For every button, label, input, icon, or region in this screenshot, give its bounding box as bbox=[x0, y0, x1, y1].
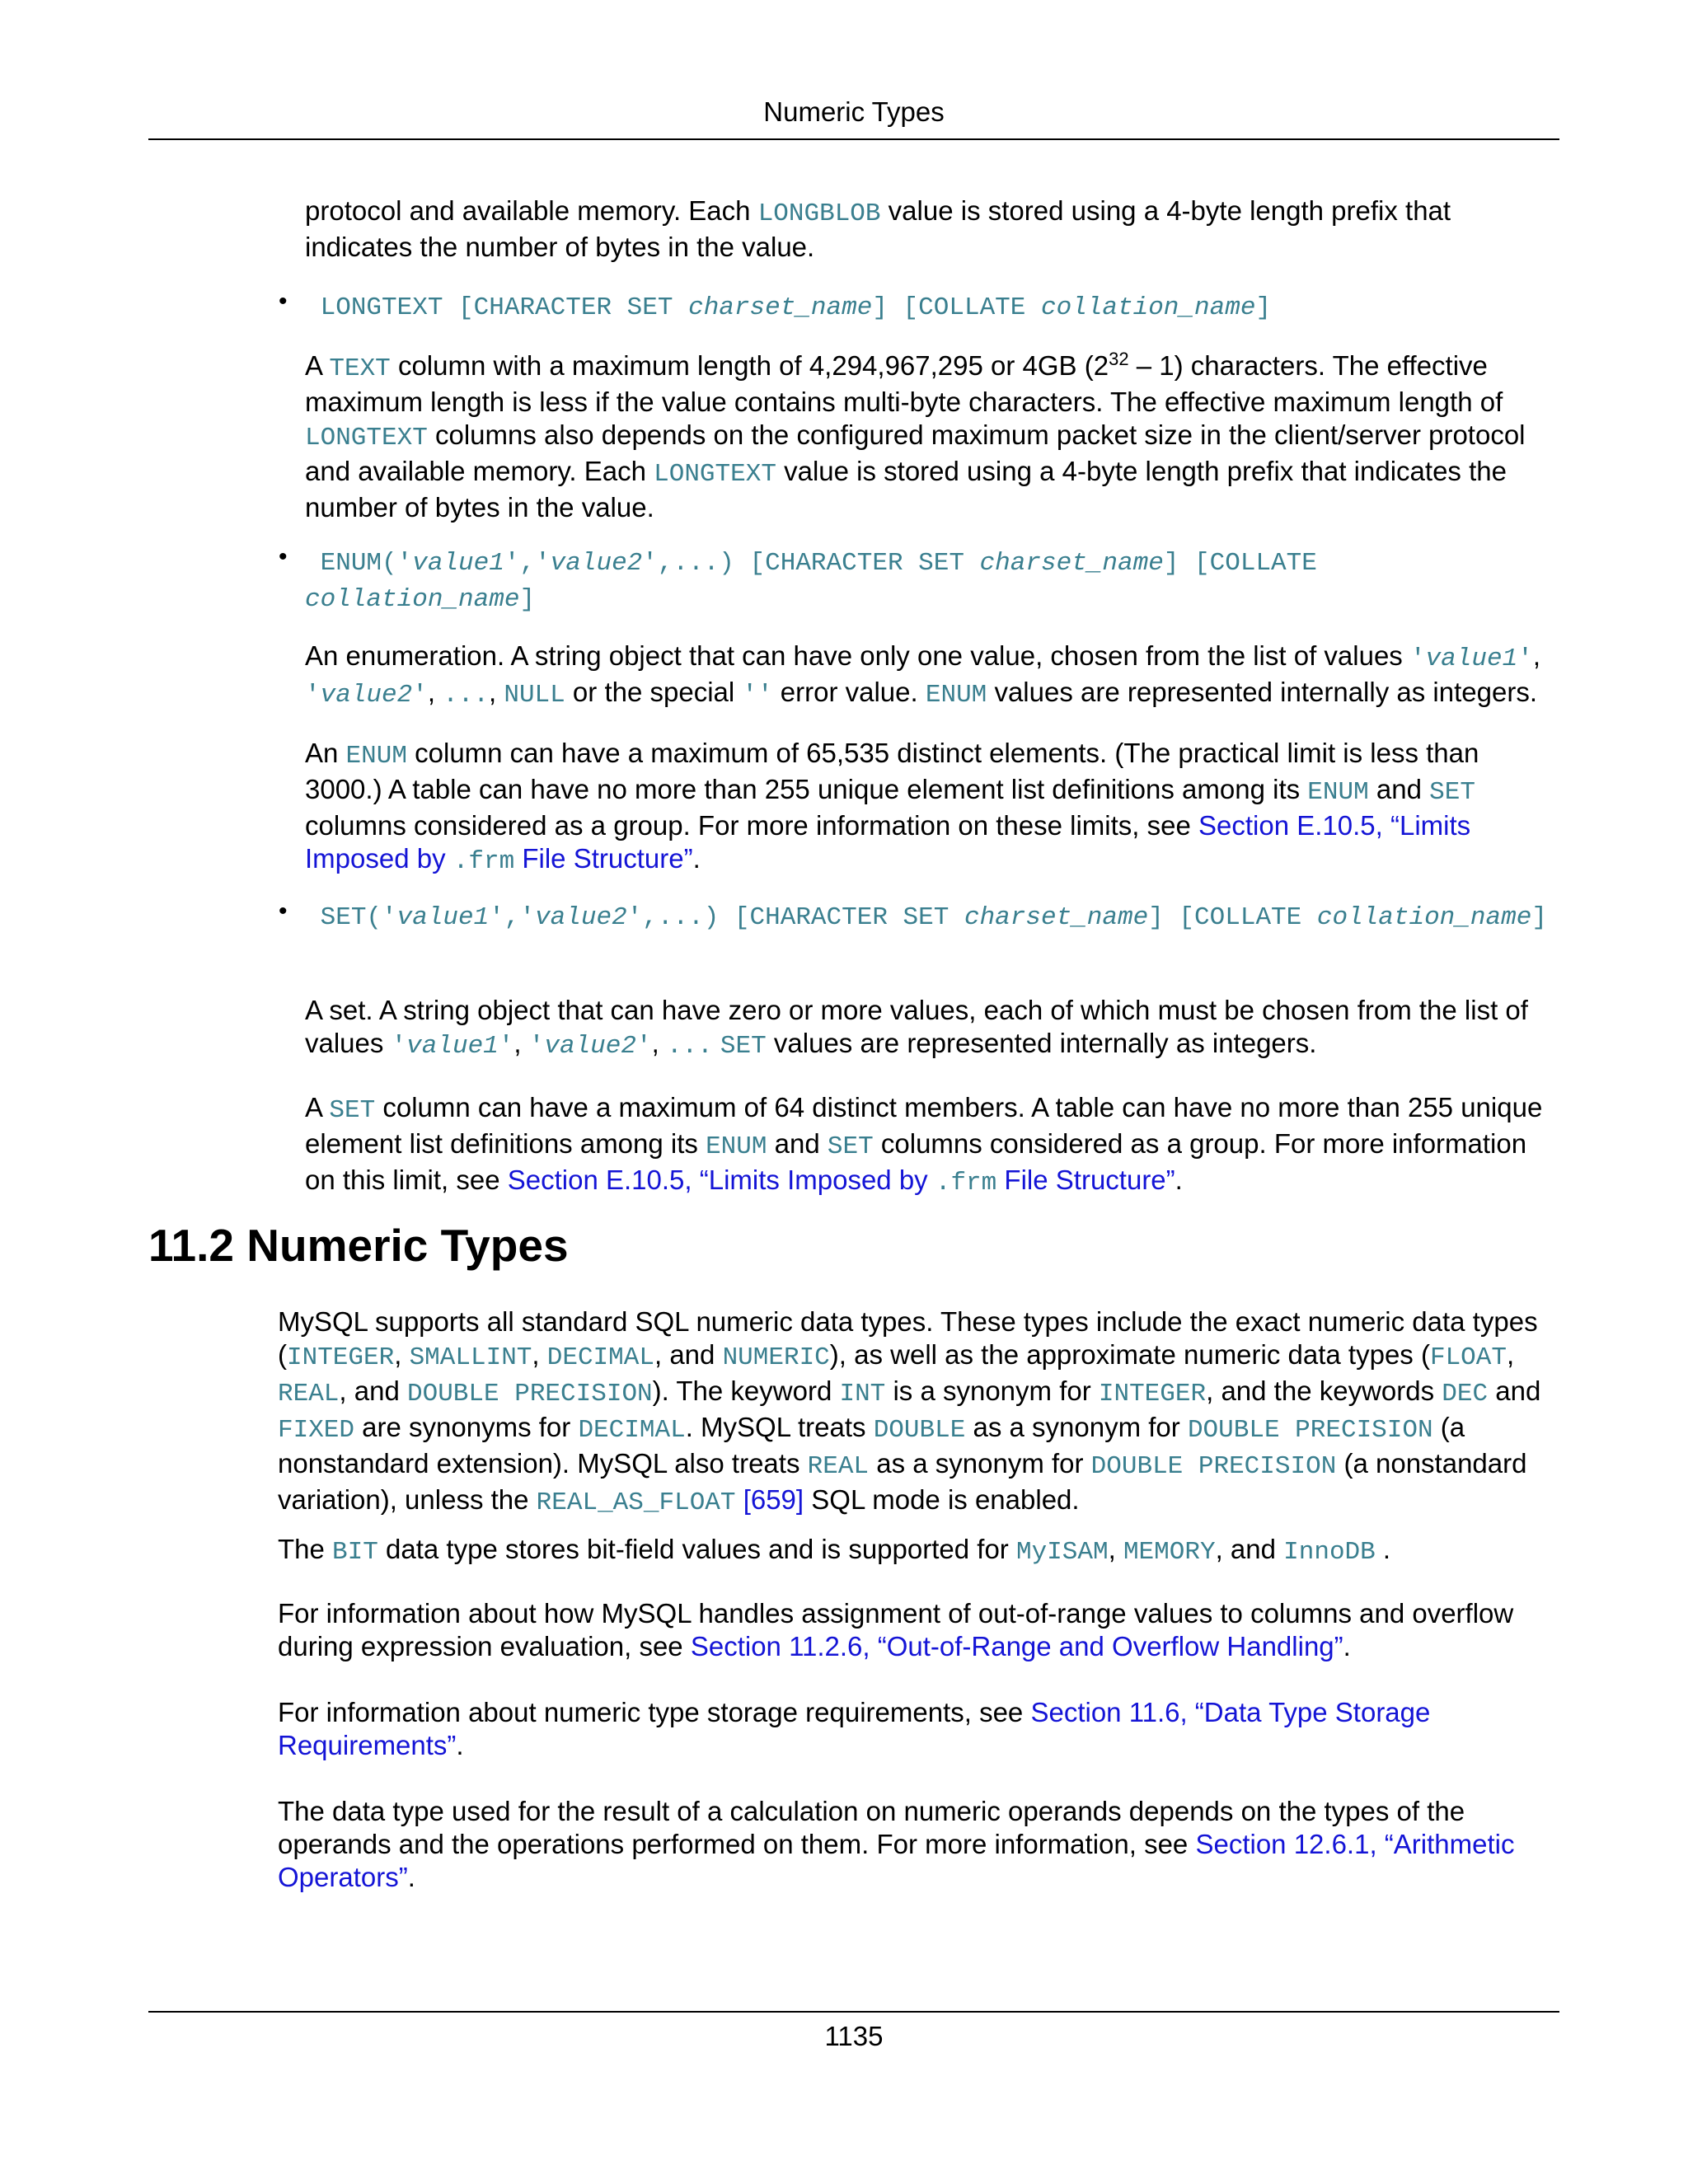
longtext-signature: • LONGTEXT [CHARACTER SET charset_name] [COLLATE collation_name] bbox=[305, 288, 1558, 325]
page-footer bbox=[148, 2011, 1559, 2052]
link-data-type-storage[interactable]: Section 11.6, “Data Type Storage Requirements” bbox=[278, 1697, 1431, 1760]
link-arithmetic-operators[interactable]: Section 12.6.1, “Arithmetic Operators” bbox=[278, 1829, 1515, 1892]
link-out-of-range-overflow[interactable]: Section 11.2.6, “Out-of-Range and Overflow Handling” bbox=[690, 1631, 1343, 1661]
link-real-as-float-659[interactable]: [659] bbox=[743, 1484, 804, 1515]
bullet-icon: • bbox=[279, 543, 288, 570]
set-description-2: A SET column can have a maximum of 64 distinct members. A table can have no more than 255 unique element list definitions among its ENUM and SET columns considered as a group. For more information on this limit, see Section E.10.5, “Limits Imposed by .frm File Structure”. bbox=[305, 1092, 1543, 1197]
enum-description-1: An enumeration. A string object that can have only one value, chosen from the list of values 'value1', 'value2', ..., NULL or the special '' error value. ENUM values are represented internally as integers. bbox=[305, 640, 1540, 710]
numeric-paragraph-5: The data type used for the result of a calculation on numeric operands depends on the types of the operands and the operations performed on them. For more information, see Section 12.6.1, “Arithmetic Operators”. bbox=[278, 1796, 1515, 1892]
set-description-1: A set. A string object that can have zero or more values, each of which must be chosen from the list of values 'value1', 'value2', ... SET values are represented internally as integers. bbox=[305, 995, 1528, 1061]
longblob-continuation: protocol and available memory. Each LONGBLOB value is stored using a 4-byte length prefix that indicates the number of bytes in the value. bbox=[305, 195, 1451, 262]
bullet-icon: • bbox=[279, 288, 288, 315]
numeric-paragraph-2: The BIT data type stores bit-field values and is supported for MyISAM, MEMORY, and InnoDB . bbox=[278, 1534, 1391, 1567]
bullet-icon: • bbox=[279, 898, 288, 925]
numeric-paragraph-3: For information about how MySQL handles assignment of out-of-range values to columns and overflow during expression evaluation, see Section 11.2.6, “Out-of-Range and Overflow Handling”. bbox=[278, 1598, 1514, 1661]
link-limits-imposed-frm-2[interactable]: Section E.10.5, “Limits Imposed by .frm File Structure” bbox=[507, 1165, 1175, 1197]
numeric-paragraph-4: For information about numeric type storage requirements, see Section 11.6, “Data Type Storage Requirements”. bbox=[278, 1697, 1431, 1760]
set-signature: • SET('value1','value2',...) [CHARACTER SET charset_name] [COLLATE collation_name] bbox=[305, 898, 1558, 935]
link-limits-imposed-frm[interactable]: Section E.10.5, “Limits Imposed by .frm File Structure” bbox=[305, 810, 1471, 876]
numeric-paragraph-1: MySQL supports all standard SQL numeric data types. These types include the exact numeric data types (INTEGER, SMALLINT, DECIMAL, and NUMERIC), as well as the approximate numeric data types (FLOAT, REAL, and DOUBLE PRECISION). The keyword INT is a synonym for INTEGER, and the keywords DEC and FIXED are synonyms for DECIMAL. MySQL treats DOUBLE as a synonym for DOUBLE PRECISION (a nonstandard extension). MySQL also treats REAL as a synonym for DOUBLE PRECISION (a nonstandard variation), unless the REAL_AS_FLOAT [659] SQL mode is enabled. bbox=[278, 1306, 1541, 1517]
code-longblob: LONGBLOB bbox=[757, 199, 881, 228]
page-number: 1135 bbox=[824, 2021, 884, 2051]
enum-signature: • ENUM('value1','value2',...) [CHARACTER SET charset_name] [COLLATE collation_name] bbox=[305, 544, 1558, 616]
page-header bbox=[148, 92, 1559, 140]
header-title: Numeric Types bbox=[763, 96, 945, 127]
section-title: 11.2 Numeric Types bbox=[148, 1220, 569, 1271]
longtext-description: A TEXT column with a maximum length of 4,294,967,295 or 4GB $(2^{32} - 1)$ characters. The effective maximum length is less if the value contains multi-byte characters. The effective maximum length of LONGTEXT columns also depends on the configured maximum packet size in the client/server protocol and available memory. Each LONGTEXT value is stored using a 4-byte length prefix that indicates the number of bytes in the value. bbox=[305, 349, 1526, 523]
enum-description-2: An ENUM column can have a maximum of 65,535 distinct elements. (The practical limit is less than 3000.) A table can have no more than 255 unique element list definitions among its ENUM and SET columns considered as a group. For more information on these limits, see Section E.10.5, “Limits Imposed by .frm File Structure”. bbox=[305, 738, 1479, 876]
